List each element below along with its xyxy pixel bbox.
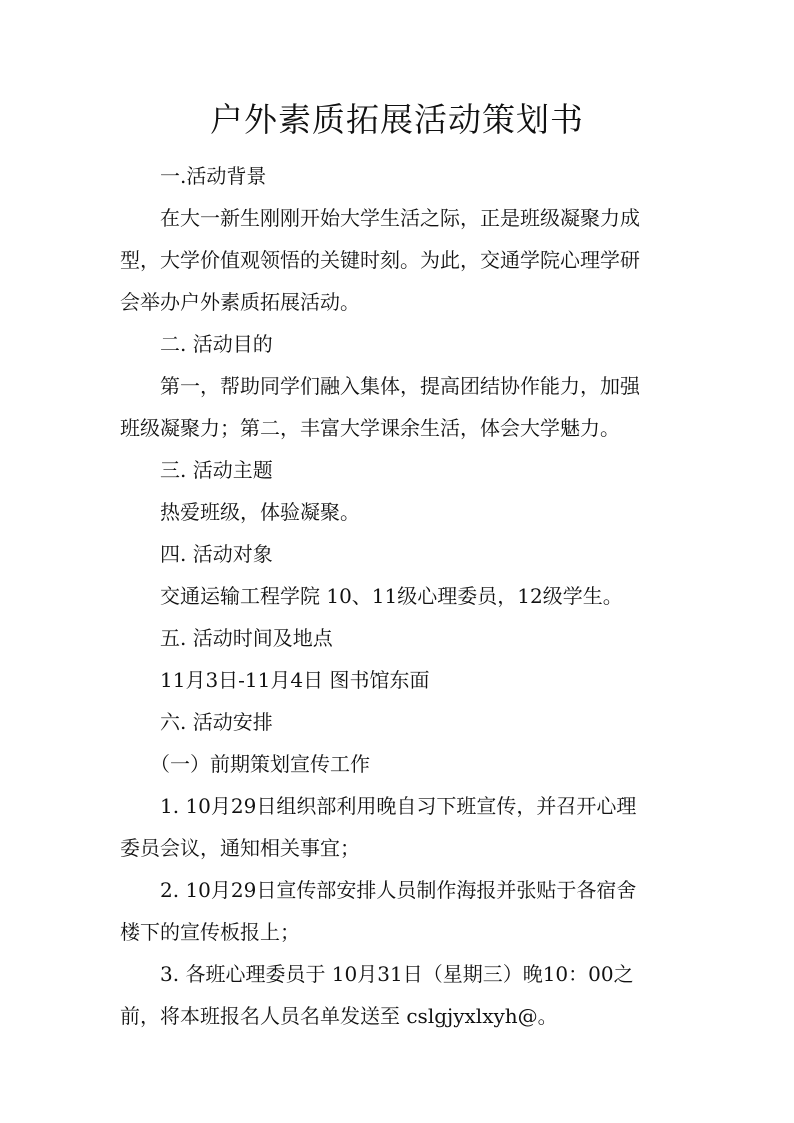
section-heading-arrangement: 六. 活动安排 [160,710,273,734]
section-text-time-place: 11月3日-11月4日 图书馆东面 [160,668,430,692]
list-item-line: 前，将本班报名人员名单发送至 cslgjyxlxyh@。 [120,1004,558,1028]
paragraph-line: 在大一新生刚刚开始大学生活之际，正是班级凝聚力成 [160,206,640,230]
list-item-line: 3. 各班心理委员于 10月31日（星期三）晚10：00之 [160,962,634,986]
list-item-line: 2. 10月29日宣传部安排人员制作海报并张贴于各宿舍 [160,878,637,902]
section-heading-purpose: 二. 活动目的 [160,332,273,356]
section-paragraph-background [120,197,676,323]
paragraph-line: 型，大学价值观领悟的关键时刻。为此，交通学院心理学研 [120,248,640,272]
list-item-line: 1. 10月29日组织部利用晚自习下班宣传，并召开心理 [160,794,637,818]
document-title: 户外素质拓展活动策划书 [210,100,584,139]
list-item-2 [120,869,676,953]
list-item-line: 楼下的宣传板报上； [120,920,300,944]
paragraph-line: 第一，帮助同学们融入集体，提高团结协作能力，加强 [160,374,640,398]
list-item-line: 委员会议，通知相关事宜； [120,836,360,860]
paragraph-line: 班级凝聚力；第二，丰富大学课余生活，体会大学魅力。 [120,416,620,440]
section-heading-audience: 四. 活动对象 [160,542,273,566]
document-body [120,155,676,1037]
section-heading-theme: 三. 活动主题 [160,458,273,482]
section-text-audience: 交通运输工程学院 10、11级心理委员，12级学生。 [160,584,623,608]
section-paragraph-purpose [120,365,676,449]
list-item-1 [120,785,676,869]
subsection-heading-planning: （一）前期策划宣传工作 [150,752,370,776]
list-item-3 [120,953,676,1037]
section-heading-background: 一.活动背景 [160,164,267,188]
paragraph-line: 会举办户外素质拓展活动。 [120,290,360,314]
section-heading-time-place: 五. 活动时间及地点 [160,626,333,650]
section-text-theme: 热爱班级，体验凝聚。 [160,500,360,524]
